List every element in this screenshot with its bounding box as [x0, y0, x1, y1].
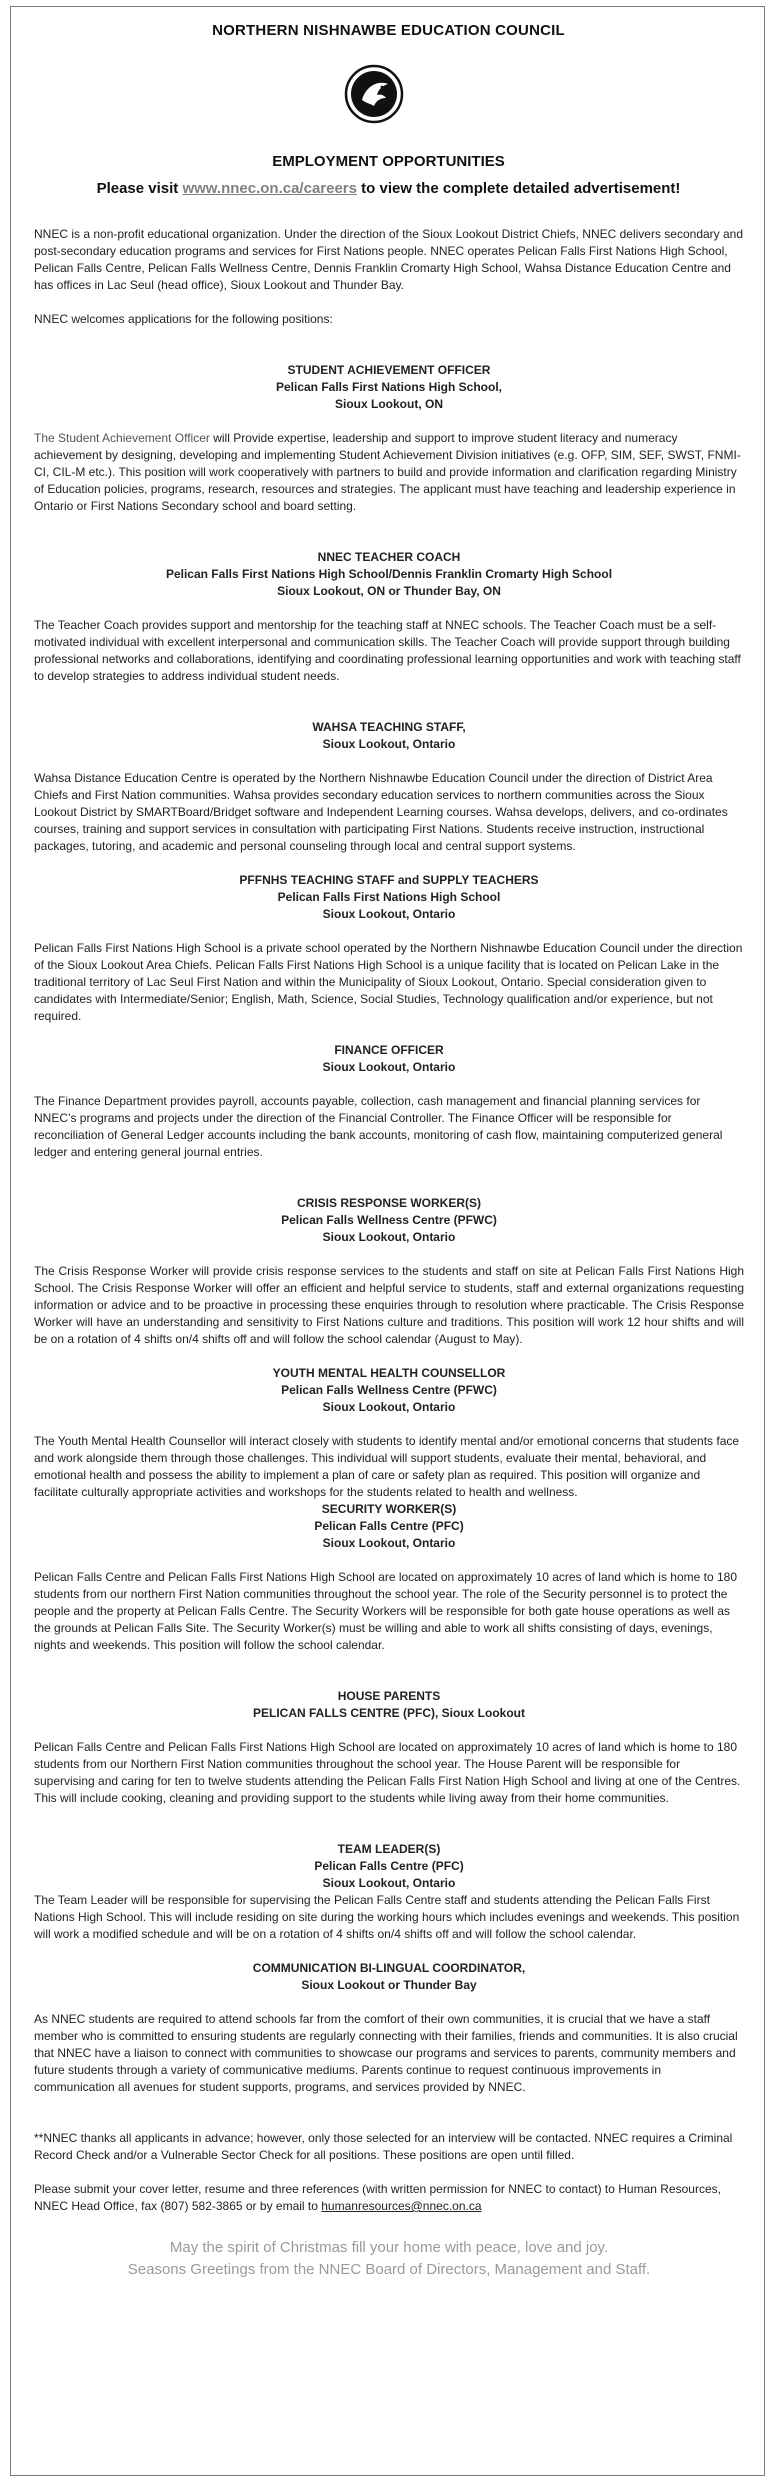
job-title: PFFNHS TEACHING STAFF and SUPPLY TEACHERS	[239, 873, 539, 887]
hr-email-link[interactable]: humanresources@nnec.on.ca	[321, 2199, 482, 2213]
job-city: Sioux Lookout, Ontario	[322, 907, 456, 921]
job-city: Sioux Lookout, Ontario	[322, 1400, 456, 1414]
job-description: The Crisis Response Worker will provide crisis response services to the students and staff on site at Pelican Falls First Nations High School. The Crisis Response Worker will offer an efficient and helpful service to students, staff and external organizations requesting information or advice and to be proactive in processing these enquiries through to resolution where practicable. The Crisis Response Worker will have an understanding and sensitivity to First Nations culture and traditions. This position will work 12 hour shifts and will be on a rotation of 4 shifts on/4 shifts off and will follow the school calendar (August to May).	[34, 1264, 744, 1346]
job-section	[34, 1042, 744, 1161]
submit-instructions	[34, 2181, 744, 2215]
job-location: Pelican Falls First Nations High School	[277, 890, 501, 904]
employment-heading: EMPLOYMENT OPPORTUNITIES	[272, 153, 505, 170]
job-description-body: will Provide expertise, leadership and support to improve student literacy and numeracy achievement by designing, developing and implementing Student Achievement Division initiatives (e.g. OFP, SIM, SEF, SWST, FNMI-CI, CIL-M etc.). This position will work cooperatively with partners to build and provide information and clarification regarding Ministry of Education policies, programs, research, resources and strategies. The applicant must have teaching and leadership experience in Ontario or First Nations Secondary school and board setting.	[34, 431, 741, 513]
job-location: PELICAN FALLS CENTRE (PFC), Sioux Lookout	[253, 1706, 525, 1720]
job-description: Pelican Falls First Nations High School is a private school operated by the Northern Nishnawbe Education Council under the direction of the Sioux Lookout Area Chiefs. Pelican Falls First Nations High School is a unique facility that is located on Pelican Lake in the traditional territory of Lac Seul First Nation and within the Municipality of Sioux Lookout, Ontario. Special consideration given to candidates with Intermediate/Senior; English, Math, Science, Social Studies, Technology qualification and/or experience, but not required.	[34, 941, 743, 1023]
job-section	[34, 1841, 744, 1943]
job-description: The Finance Department provides payroll, accounts payable, collection, cash management and financial planning services for NNEC’s programs and projects under the direction of the Financial Controller. The Finance Officer will be responsible for reconciliation of General Ledger accounts including the bank accounts, monitoring of cash flow, maintaining computerized general ledger and entering general journal entries.	[34, 1094, 723, 1159]
job-location: Pelican Falls Centre (PFC)	[314, 1859, 464, 1873]
org-title: NORTHERN NISHNAWBE EDUCATION COUNCIL	[212, 22, 565, 39]
greeting-line-2: Seasons Greetings from the NNEC Board of Directors, Management and Staff.	[127, 2261, 651, 2278]
job-description	[34, 430, 744, 515]
job-title: STUDENT ACHIEVEMENT OFFICER	[287, 363, 491, 377]
job-title: FINANCE OFFICER	[334, 1043, 444, 1057]
job-section	[34, 1365, 744, 1501]
job-city: Sioux Lookout, Ontario	[322, 1060, 456, 1074]
job-title: YOUTH MENTAL HEALTH COUNSELLOR	[272, 1366, 506, 1380]
job-location: Sioux Lookout or Thunder Bay	[301, 1978, 477, 1992]
job-location: Pelican Falls Centre (PFC)	[314, 1519, 464, 1533]
job-title: SECURITY WORKER(S)	[321, 1502, 457, 1516]
job-title: COMMUNICATION BI-LINGUAL COORDINATOR,	[252, 1961, 526, 1975]
welcome-paragraph: NNEC welcomes applications for the following positions:	[34, 312, 333, 326]
job-city: Sioux Lookout, ON	[335, 397, 443, 411]
job-title: CRISIS RESPONSE WORKER(S)	[296, 1196, 482, 1210]
greeting-line-1: May the spirit of Christmas fill your home with peace, love and joy.	[169, 2239, 609, 2256]
job-city: Sioux Lookout, ON or Thunder Bay, ON	[277, 584, 501, 598]
careers-link[interactable]: www.nnec.on.ca/careers	[182, 180, 357, 197]
job-title: NNEC TEACHER COACH	[317, 550, 461, 564]
job-city: Sioux Lookout, Ontario	[322, 1876, 456, 1890]
job-description-lead: The Student Achievement Officer	[34, 431, 210, 445]
job-title: HOUSE PARENTS	[337, 1689, 441, 1703]
job-description: As NNEC students are required to attend schools far from the comfort of their own communities, it is crucial that we have a staff member who is committed to ensuring students are regularly connecting with their families, friends and communities. It is also crucial that NNEC have a liaison to connect with communities to showcase our programs and services to parents, community members and future students through a variety of communicative mediums. Parents continue to request continuous improvements in communication all avenues for student supports, programs, and services provided by NNEC.	[34, 2012, 738, 2094]
job-section	[34, 549, 744, 685]
visit-line	[0, 180, 777, 197]
job-description: The Team Leader will be responsible for supervising the Pelican Falls Centre staff and students attending the Pelican Falls First Nations High School. This will include residing on site during the working hours which includes evenings and weekends. This position will work a modified schedule and will be on a rotation of 4 shifts on/4 shifts off and will follow the school calendar.	[34, 1893, 740, 1941]
job-location: Pelican Falls Wellness Centre (PFWC)	[281, 1383, 497, 1397]
nnec-eagle-logo-icon	[344, 64, 404, 124]
job-description: The Teacher Coach provides support and mentorship for the teaching staff at NNEC schools. The Teacher Coach must be a self-motivated individual with excellent interpersonal and communication skills. The Teacher Coach will provide support through building professional networks and collaborations, identifying and coordinating professional learning opportunities and work with teaching staff to develop strategies to address individual student needs.	[34, 618, 741, 683]
job-section	[34, 1195, 744, 1348]
job-section	[34, 1501, 744, 1654]
document-body	[34, 226, 744, 2281]
job-section	[34, 719, 744, 855]
closing-note: **NNEC thanks all applicants in advance; however, only those selected for an interview will be contacted. NNEC requires a Criminal Record Check and/or a Vulnerable Sector Check for all positions. These positions are open until filled.	[34, 2131, 733, 2162]
job-description: Pelican Falls Centre and Pelican Falls First Nations High School are located on approximately 10 acres of land which is home to 180 students from our northern First Nation communities throughout the school year. The role of the Security personnel is to protect the people and the property at Pelican Falls Centre. The Security Workers will be responsible for both gate house operations as well as the grounds at Pelican Falls Site. The Security Worker(s) must be willing and able to work all shifts consisting of days, evenings, nights and weekends. This position will follow the school calendar.	[34, 1570, 738, 1652]
job-section	[34, 1960, 744, 2096]
job-city: Sioux Lookout, Ontario	[322, 1230, 456, 1244]
job-section	[34, 1688, 744, 1807]
visit-suffix: to view the complete detailed advertisement!	[361, 180, 681, 197]
job-location: Pelican Falls First Nations High School/Dennis Franklin Cromarty High School	[165, 567, 613, 581]
job-location: Pelican Falls Wellness Centre (PFWC)	[281, 1213, 497, 1227]
intro-paragraph: NNEC is a non-profit educational organization. Under the direction of the Sioux Lookout District Chiefs, NNEC delivers secondary and post-secondary education programs and services for First Nations people. NNEC operates Pelican Falls First Nations High School, Pelican Falls Centre, Pelican Falls Wellness Centre, Dennis Franklin Cromarty High School, Wahsa Distance Education Centre and has offices in Lac Seul (head office), Sioux Lookout and Thunder Bay.	[34, 227, 744, 292]
submit-text: Please submit your cover letter, resume and three references (with written permission for NNEC to contact) to Human Resources, NNEC Head Office, fax (807) 582-3865 or by email to	[34, 2182, 721, 2213]
job-title: TEAM LEADER(S)	[337, 1842, 441, 1856]
job-section	[34, 362, 744, 515]
job-title: WAHSA TEACHING STAFF,	[312, 720, 466, 734]
job-city: Sioux Lookout, Ontario	[322, 737, 456, 751]
job-description: The Youth Mental Health Counsellor will interact closely with students to identify mental and/or emotional concerns that students face and work alongside them through those challenges. This individual will support students, evaluate their mental, behavioral, and emotional health and possess the ability to implement a plan of care or safety plan as required. This position will organize and facilitate culturally appropriate activities and workshops for the students related to health and wellness.	[34, 1434, 740, 1499]
job-city: Sioux Lookout, Ontario	[322, 1536, 456, 1550]
visit-prefix: Please visit	[96, 180, 179, 197]
job-section	[34, 872, 744, 1025]
job-location: Pelican Falls First Nations High School,	[275, 380, 503, 394]
job-description: Wahsa Distance Education Centre is operated by the Northern Nishnawbe Education Council under the direction of District Area Chiefs and First Nation communities. Wahsa provides secondary education services to northern communities across the Sioux Lookout District by SMARTBoard/Bridget software and Independent Learning courses. Wahsa develops, delivers, and co-ordinates courses, training and support services in consultation with participating First Nations. Students receive instruction, instructional packages, tutoring, and academic and personal counseling through local and central support systems.	[34, 771, 728, 853]
job-description: Pelican Falls Centre and Pelican Falls First Nations High School are located on approximately 10 acres of land which is home to 180 students from our Northern First Nation communities throughout the school year. The House Parent will be responsible for supervising and caring for ten to twelve students attending the Pelican Falls First Nation High School and living at one of the Centres. This will include cooking, cleaning and providing support to the students while living away from their home communities.	[34, 1740, 741, 1805]
